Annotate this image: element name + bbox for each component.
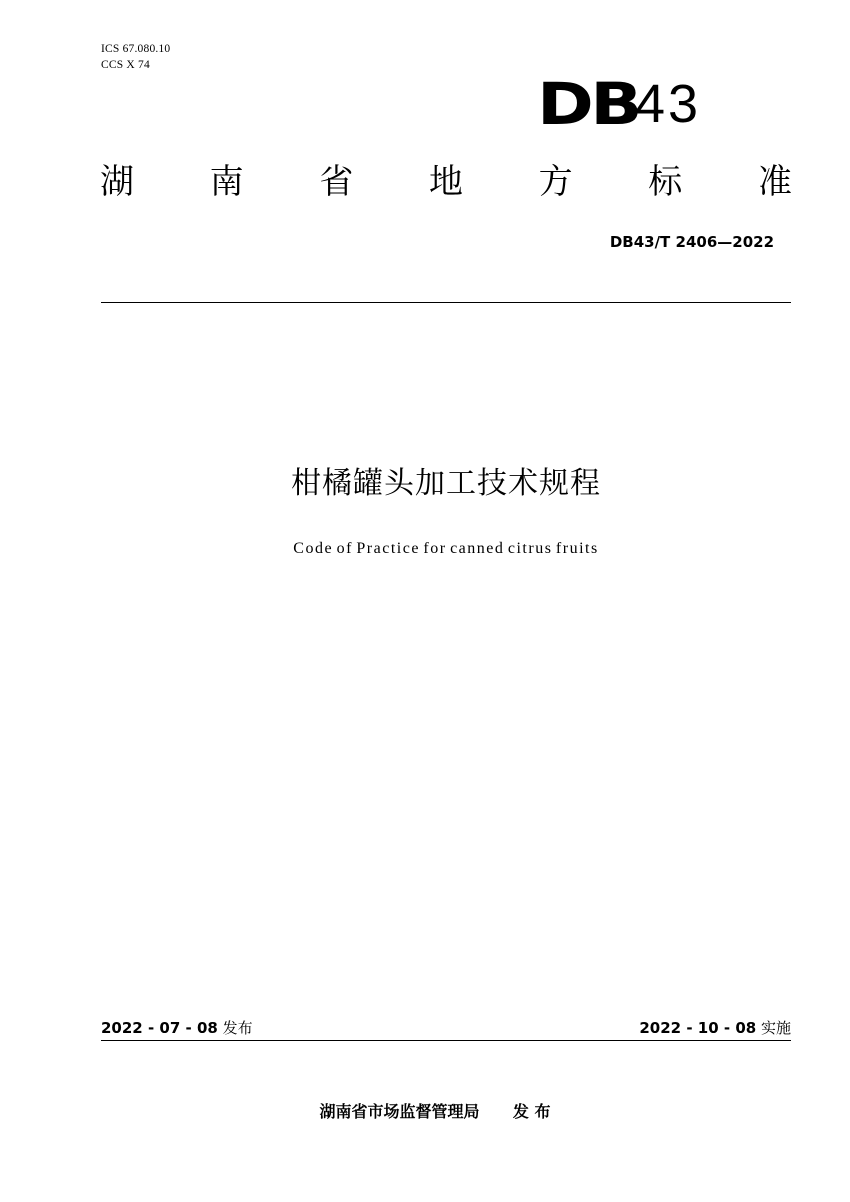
category-char: 标 [648,162,683,202]
document-title: 柑橘罐头加工技术规程 [291,466,601,501]
standard-number: DB43/T 2406—2022 [609,233,774,251]
publish-label: 发布 [222,1019,253,1037]
category-char: 南 [209,162,244,202]
implement-date [639,1018,791,1038]
publish-date [101,1018,253,1038]
standard-category-title [100,160,792,204]
db-mark-number: 43 [635,74,702,134]
issuer-name: 湖南省市场监督管理局 [319,1102,480,1121]
publish-date-value: 2022 - 07 - 08 [101,1019,218,1037]
db-standard-mark [537,70,702,138]
ics-code: ICS 67.080.10 [101,43,171,55]
category-char: 方 [538,162,573,202]
category-char: 湖 [100,162,134,202]
document-title-english: Code of Practice for canned citrus fruits [293,540,599,557]
implement-label: 实施 [760,1019,791,1037]
implement-date-value: 2022 - 10 - 08 [639,1019,757,1037]
category-char: 地 [428,162,463,202]
category-char: 省 [319,162,354,202]
issuing-authority [0,1101,850,1123]
issuer-action: 发 布 [512,1102,551,1121]
footer-divider [101,1040,791,1041]
ccs-code: CCS X 74 [101,59,150,71]
db-mark-letters: DB [537,70,639,138]
category-char: 准 [757,162,792,202]
header-divider [101,302,791,303]
